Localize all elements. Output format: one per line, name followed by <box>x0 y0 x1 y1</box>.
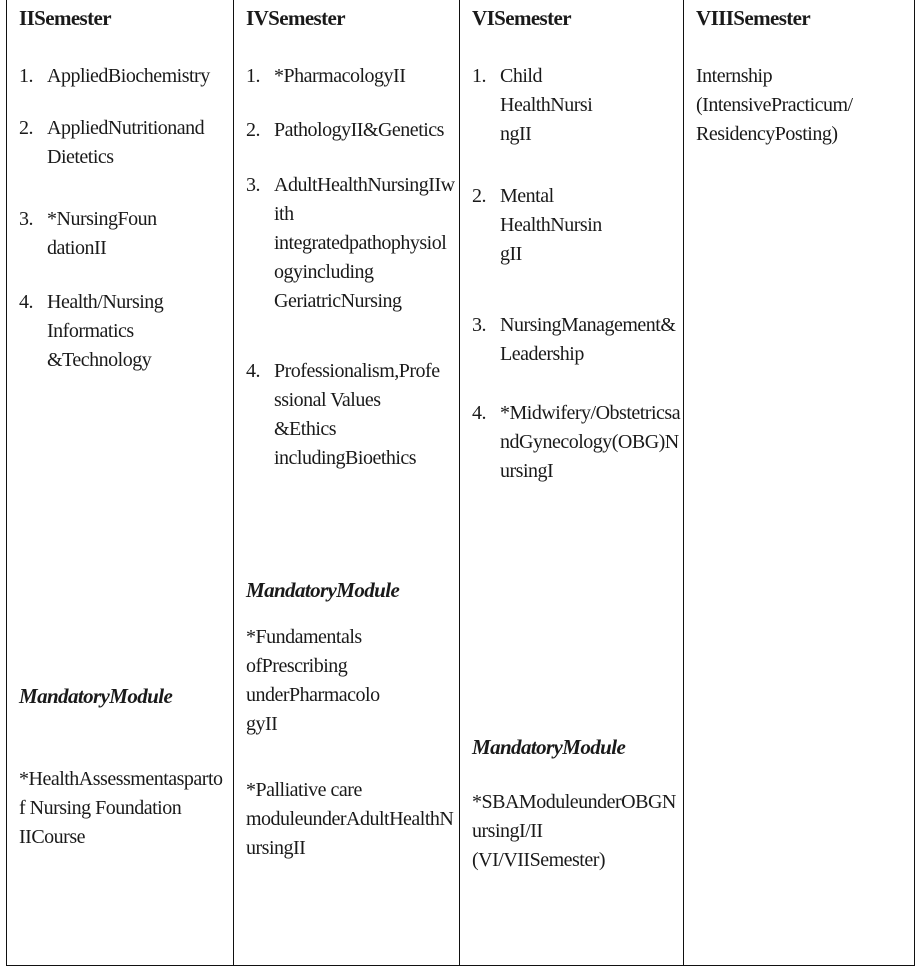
mandatory-module-title: MandatoryModule <box>19 684 173 708</box>
column-semester-ii: IISemester 1. AppliedBiochemistry 2. AppliedNutritionand Dietetics 3. *NursingFoun dationII 4. Health/Nursing Informatics &Technology MandatoryModule *HealthAssessmentasparto f Nursing Foundation IICourse <box>7 0 233 965</box>
mandatory-module-text: *SBAModuleunderOBGN ursingI/II (VI/VIISemester) <box>472 791 676 871</box>
column-header: IISemester <box>19 6 111 30</box>
mandatory-module-text: *Palliative care moduleunderAdultHealthN ursingII <box>246 779 454 859</box>
column-header: VIIISemester <box>696 6 811 30</box>
mandatory-module-text: *Fundamentals ofPrescribing underPharmacolo gyII <box>246 626 380 735</box>
column-semester-iv: IVSemester 1. *PharmacologyII 2. PathologyII&Genetics 3. AdultHealthNursingIIw ith integratedpathophysiol ogyincluding GeriatricNursing 4. Professionalism,Profe ssional Values &Ethics includingBioethics MandatoryModule *Fundamentals ofPrescribing underPharmacolo gyII *Palliative care moduleunderAdultHealthN ursingII <box>233 0 459 965</box>
column-semester-viii <box>683 0 914 965</box>
mandatory-module-title: MandatoryModule <box>472 735 626 759</box>
semester-table <box>6 0 915 966</box>
column-header: VISemester <box>472 6 571 30</box>
column-semester-vi: VISemester 1. Child HealthNursi ngII 2. Mental HealthNursin gII 3. NursingManagement& Leadership 4. *Midwifery/Obstetricsa ndGynecology(OBG)N ursingI MandatoryModule *SBAModuleunderOBGN ursingI/II (VI/VIISemester) <box>459 0 683 965</box>
column-header: IVSemester <box>246 6 345 30</box>
internship-text: Internship (IntensivePracticum/ ResidencyPosting) <box>696 65 853 145</box>
mandatory-module-text: *HealthAssessmentasparto f Nursing Foundation IICourse <box>19 768 223 848</box>
mandatory-module-title: MandatoryModule <box>246 578 400 602</box>
